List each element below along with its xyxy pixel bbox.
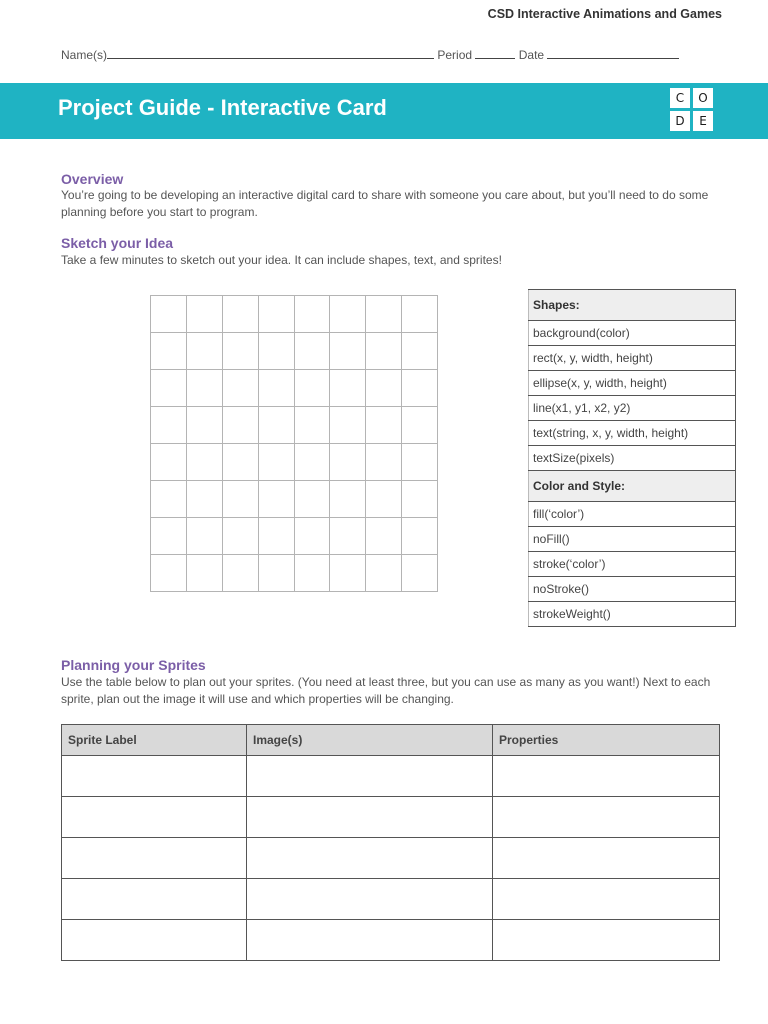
reference-table (528, 289, 736, 627)
reference-row (529, 527, 736, 552)
grid-cell[interactable] (186, 518, 222, 555)
grid-cell[interactable] (222, 296, 258, 333)
grid-cell[interactable] (186, 555, 222, 592)
grid-cell[interactable] (258, 518, 294, 555)
grid-cell[interactable] (186, 296, 222, 333)
grid-row (151, 444, 438, 481)
grid-row (151, 407, 438, 444)
reference-row (529, 446, 736, 471)
grid-cell[interactable] (330, 444, 366, 481)
properties-cell[interactable] (493, 756, 720, 797)
name-field[interactable] (107, 47, 434, 59)
grid-cell[interactable] (258, 444, 294, 481)
reference-section-heading: Shapes: (529, 290, 736, 321)
logo-letter-d: D (670, 111, 690, 131)
properties-cell[interactable] (493, 797, 720, 838)
sketch-text: Take a few minutes to sketch out your idea. It can include shapes, text, and sprites! (61, 253, 502, 267)
grid-cell[interactable] (186, 370, 222, 407)
period-label: Period (437, 48, 473, 62)
sprite-label-cell[interactable] (62, 879, 247, 920)
date-label: Date (518, 48, 545, 62)
reference-row (529, 371, 736, 396)
grid-cell[interactable] (258, 333, 294, 370)
grid-row (151, 518, 438, 555)
period-field[interactable] (475, 47, 515, 59)
logo-letter-e: E (693, 111, 713, 131)
sketch-grid[interactable] (150, 295, 438, 592)
column-sprite-label: Sprite Label (62, 725, 247, 756)
properties-cell[interactable] (493, 879, 720, 920)
grid-cell[interactable] (330, 370, 366, 407)
grid-cell[interactable] (330, 481, 366, 518)
grid-row (151, 481, 438, 518)
grid-cell[interactable] (151, 444, 187, 481)
column-images: Image(s) (247, 725, 493, 756)
reference-row (529, 471, 736, 502)
grid-cell[interactable] (402, 518, 438, 555)
grid-cell[interactable] (222, 444, 258, 481)
column-properties: Properties (493, 725, 720, 756)
properties-cell[interactable] (493, 838, 720, 879)
grid-row (151, 370, 438, 407)
grid-cell[interactable] (294, 296, 330, 333)
table-row (62, 838, 720, 879)
grid-cell[interactable] (222, 518, 258, 555)
grid-cell[interactable] (151, 555, 187, 592)
grid-cell[interactable] (366, 555, 402, 592)
sprite-planning-table (61, 724, 720, 961)
grid-cell[interactable] (151, 296, 187, 333)
grid-cell[interactable] (402, 370, 438, 407)
grid-cell[interactable] (294, 481, 330, 518)
grid-cell[interactable] (151, 407, 187, 444)
grid-cell[interactable] (258, 481, 294, 518)
reference-function: background(color) (529, 321, 736, 346)
grid-cell[interactable] (222, 407, 258, 444)
grid-row (151, 555, 438, 592)
reference-function: rect(x, y, width, height) (529, 346, 736, 371)
grid-cell[interactable] (294, 333, 330, 370)
student-info-row (61, 47, 679, 62)
reference-row (529, 502, 736, 527)
reference-row (529, 290, 736, 321)
name-label: Name(s) (61, 48, 108, 62)
images-cell[interactable] (247, 920, 493, 961)
reference-row (529, 552, 736, 577)
reference-row (529, 396, 736, 421)
grid-cell[interactable] (258, 296, 294, 333)
page-title: Project Guide - Interactive Card (58, 95, 387, 120)
grid-row (151, 333, 438, 370)
grid-cell[interactable] (258, 555, 294, 592)
reference-function: ellipse(x, y, width, height) (529, 371, 736, 396)
grid-cell[interactable] (222, 370, 258, 407)
sprite-table-header (62, 725, 720, 756)
table-row (62, 756, 720, 797)
grid-cell[interactable] (402, 407, 438, 444)
grid-cell[interactable] (222, 481, 258, 518)
grid-cell[interactable] (402, 444, 438, 481)
grid-cell[interactable] (366, 481, 402, 518)
sprite-label-cell[interactable] (62, 756, 247, 797)
grid-cell[interactable] (402, 296, 438, 333)
grid-cell[interactable] (222, 555, 258, 592)
grid-cell[interactable] (294, 370, 330, 407)
grid-cell[interactable] (330, 296, 366, 333)
grid-cell[interactable] (330, 333, 366, 370)
sprite-label-cell[interactable] (62, 838, 247, 879)
date-field[interactable] (547, 47, 679, 59)
course-title: CSD Interactive Animations and Games (487, 7, 722, 21)
grid-cell[interactable] (330, 518, 366, 555)
grid-cell[interactable] (366, 518, 402, 555)
grid-cell[interactable] (402, 333, 438, 370)
title-banner (0, 83, 768, 139)
planning-text: Use the table below to plan out your sprites. (You need at least three, but you can use as many as you want!) Next to each sprite, plan out the image it will use and which properties will be changing. (61, 675, 711, 706)
grid-cell[interactable] (151, 333, 187, 370)
grid-cell[interactable] (186, 333, 222, 370)
grid-cell[interactable] (151, 481, 187, 518)
logo-letter-c: C (670, 88, 690, 108)
table-row (62, 879, 720, 920)
overview-heading: Overview (61, 171, 124, 187)
grid-cell[interactable] (258, 407, 294, 444)
grid-cell[interactable] (186, 407, 222, 444)
grid-cell[interactable] (366, 407, 402, 444)
reference-function: strokeWeight() (529, 602, 736, 627)
grid-cell[interactable] (294, 444, 330, 481)
grid-cell[interactable] (258, 370, 294, 407)
images-cell[interactable] (247, 879, 493, 920)
grid-cell[interactable] (294, 407, 330, 444)
reference-row (529, 421, 736, 446)
reference-row (529, 577, 736, 602)
grid-cell[interactable] (366, 296, 402, 333)
properties-cell[interactable] (493, 920, 720, 961)
grid-cell[interactable] (186, 444, 222, 481)
sprite-label-cell[interactable] (62, 797, 247, 838)
sketch-heading: Sketch your Idea (61, 235, 174, 251)
table-row (62, 797, 720, 838)
reference-row (529, 321, 736, 346)
images-cell[interactable] (247, 797, 493, 838)
code-logo (670, 88, 716, 134)
reference-function: fill(‘color’) (529, 502, 736, 527)
reference-function: text(string, x, y, width, height) (529, 421, 736, 446)
planning-heading: Planning your Sprites (61, 657, 206, 673)
reference-function: line(x1, y1, x2, y2) (529, 396, 736, 421)
reference-function: noStroke() (529, 577, 736, 602)
grid-cell[interactable] (151, 518, 187, 555)
reference-function: noFill() (529, 527, 736, 552)
grid-cell[interactable] (402, 481, 438, 518)
grid-cell[interactable] (294, 555, 330, 592)
grid-row (151, 296, 438, 333)
reference-row (529, 602, 736, 627)
sprite-label-cell[interactable] (62, 920, 247, 961)
table-row (62, 920, 720, 961)
images-cell[interactable] (247, 756, 493, 797)
logo-letter-o: O (693, 88, 713, 108)
reference-function: textSize(pixels) (529, 446, 736, 471)
grid-cell[interactable] (330, 555, 366, 592)
overview-text: You’re going to be developing an interactive digital card to share with someone you care about, but you’ll need to do some planning before you start to program. (61, 188, 709, 219)
grid-cell[interactable] (366, 333, 402, 370)
grid-cell[interactable] (186, 481, 222, 518)
reference-row (529, 346, 736, 371)
images-cell[interactable] (247, 838, 493, 879)
grid-cell[interactable] (222, 333, 258, 370)
reference-section-heading: Color and Style: (529, 471, 736, 502)
grid-cell[interactable] (294, 518, 330, 555)
grid-cell[interactable] (366, 444, 402, 481)
grid-cell[interactable] (151, 370, 187, 407)
grid-cell[interactable] (402, 555, 438, 592)
grid-cell[interactable] (330, 407, 366, 444)
grid-cell[interactable] (366, 370, 402, 407)
reference-function: stroke(‘color’) (529, 552, 736, 577)
